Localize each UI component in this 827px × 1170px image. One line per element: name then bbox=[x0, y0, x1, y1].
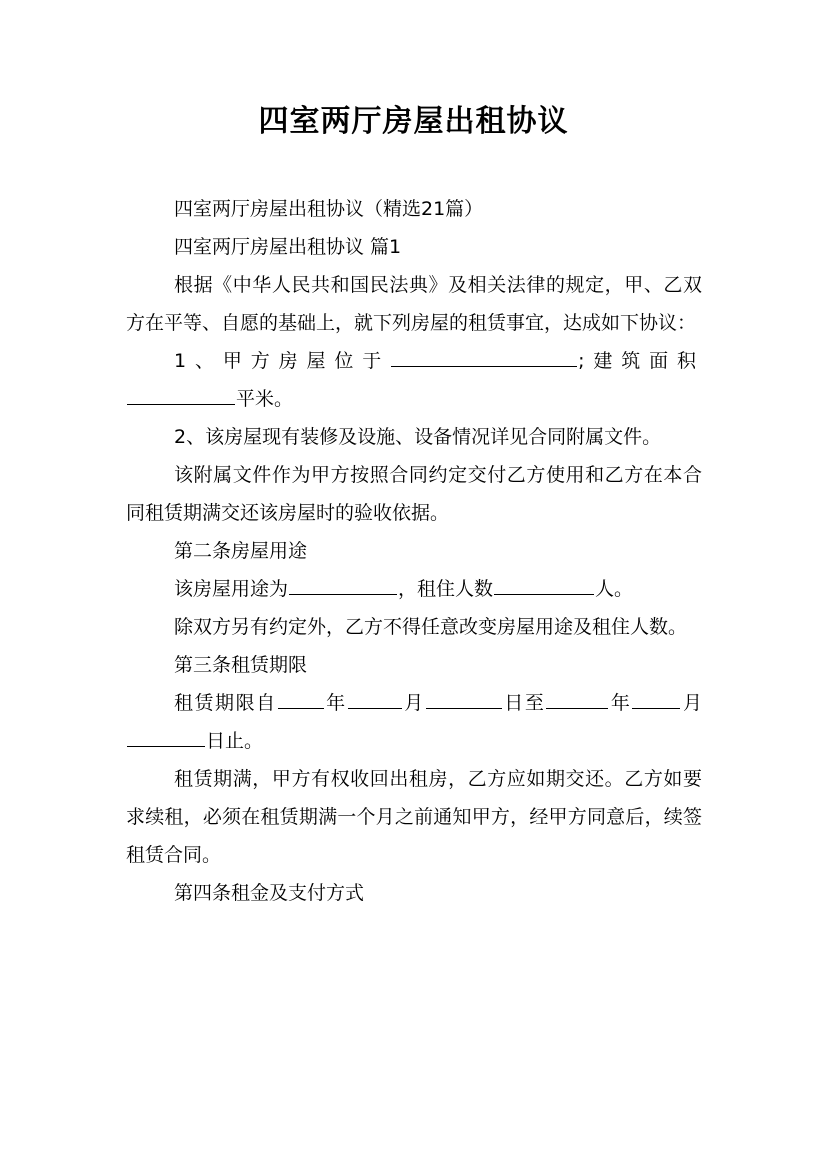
text-occupants-label: ，租住人数 bbox=[398, 578, 494, 600]
blank-occupant-count bbox=[494, 575, 594, 595]
blank-start-year bbox=[278, 689, 324, 709]
text-persons: 人。 bbox=[595, 578, 634, 600]
text-year-2: 年 bbox=[609, 692, 632, 714]
text-usage-label: 该房屋用途为 bbox=[174, 578, 289, 600]
document-title: 四室两厅房屋出租协议 bbox=[258, 104, 569, 139]
paragraph-usage-restriction: 除双方另有约定外，乙方不得任意改变房屋用途及租住人数。 bbox=[174, 616, 688, 638]
paragraph-article-4-heading: 第四条租金及支付方式 bbox=[174, 882, 365, 904]
text-house-location-label: 1、甲方房屋位于 bbox=[174, 350, 391, 372]
text-month-2: 月 bbox=[681, 692, 702, 714]
text-month-1: 月 bbox=[402, 692, 425, 714]
text-area-label: ;建筑面积 bbox=[578, 350, 702, 372]
paragraph-attachment: 该附属文件作为甲方按照合同约定交付乙方使用和乙方在本合同租赁期满交还该房屋时的验收依据。 bbox=[126, 464, 702, 524]
paragraph-lease-renewal: 租赁期满，甲方有权收回出租房，乙方应如期交还。乙方如要求续租，必须在租赁期满一个月之前通知甲方，经甲方同意后，续签租赁合同。 bbox=[126, 768, 702, 866]
paragraph-section-heading: 四室两厅房屋出租协议 篇1 bbox=[174, 236, 402, 258]
blank-end-day bbox=[127, 727, 205, 747]
text-term-from: 租赁期限自 bbox=[174, 692, 277, 714]
paragraph-house-location bbox=[126, 342, 702, 418]
text-day-end: 日止。 bbox=[206, 730, 264, 752]
paragraph-house-usage bbox=[126, 570, 702, 608]
blank-house-usage bbox=[289, 575, 397, 595]
paragraph-facilities: 2、该房屋现有装修及设施、设备情况详见合同附属文件。 bbox=[174, 426, 662, 448]
text-day-to: 日至 bbox=[502, 692, 546, 714]
paragraph-lease-term bbox=[126, 684, 702, 760]
paragraph-preamble: 根据《中华人民共和国民法典》及相关法律的规定，甲、乙双方在平等、自愿的基础上，就下列房屋的租赁事宜，达成如下协议： bbox=[126, 274, 702, 334]
paragraph-article-2-heading: 第二条房屋用途 bbox=[174, 540, 308, 562]
blank-start-month bbox=[348, 689, 402, 709]
text-year-1: 年 bbox=[324, 692, 347, 714]
document-body bbox=[126, 190, 702, 912]
blank-house-address bbox=[391, 347, 577, 367]
paragraph-article-3-heading: 第三条租赁期限 bbox=[174, 654, 308, 676]
blank-start-day bbox=[426, 689, 502, 709]
blank-building-area bbox=[127, 385, 235, 405]
blank-end-year bbox=[546, 689, 608, 709]
paragraph-subtitle: 四室两厅房屋出租协议（精选21篇） bbox=[174, 198, 484, 220]
text-square-meters: 平米。 bbox=[236, 388, 294, 410]
blank-end-month bbox=[632, 689, 680, 709]
